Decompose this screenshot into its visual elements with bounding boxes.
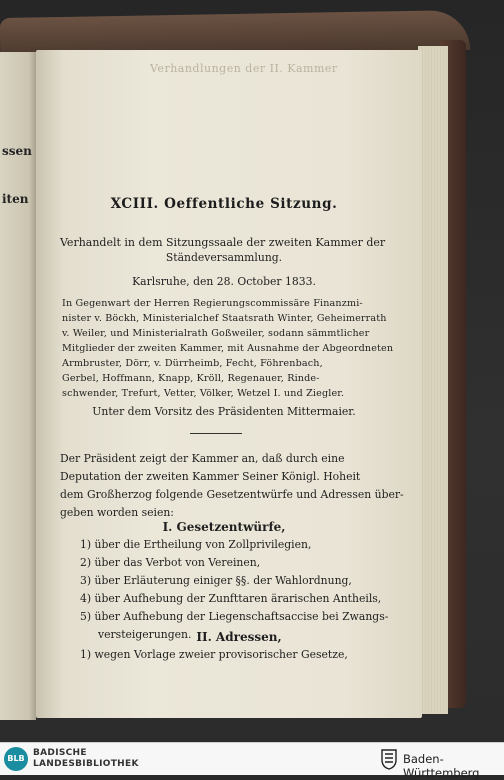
state-coat-of-arms-icon <box>380 748 398 770</box>
date-line: Karlsruhe, den 28. October 1833. <box>132 275 316 288</box>
attendance-line: nister v. Böckh, Ministerialchef Staatsrath Winter, Geheimerrath <box>62 313 387 324</box>
left-page-fragment: ssen <box>2 144 32 158</box>
left-page <box>0 52 36 720</box>
divider-rule <box>190 433 242 434</box>
attendance-line: Armbruster, Dörr, v. Dürrheimb, Fecht, Föhrenbach, <box>62 358 323 369</box>
list-item: 1) wegen Vorlage zweier provisorischer Gesetze, <box>80 648 348 661</box>
list-item: versteigerungen. <box>98 628 192 641</box>
list-item: 1) über die Ertheilung von Zollprivilegien, <box>80 538 312 551</box>
body-line: geben worden seien: <box>60 506 174 519</box>
section-heading: II. Adressen, <box>196 630 282 644</box>
running-header: Verhandlungen der II. Kammer <box>150 62 338 75</box>
blb-logo[interactable]: BLB <box>4 747 28 771</box>
state-name[interactable]: Baden-Württemberg <box>403 752 480 780</box>
subtitle-line: Verhandelt in dem Sitzungssaale der zweiten Kammer der <box>60 236 386 249</box>
subtitle-line: Ständeversammlung. <box>165 251 283 264</box>
list-item: 2) über das Verbot von Vereinen, <box>80 556 261 569</box>
section-heading: I. Gesetzentwürfe, <box>162 520 286 534</box>
footer-bar <box>0 742 504 780</box>
library-name-line: LANDESBIBLIOTHEK <box>33 759 139 769</box>
attendance-line: Gerbel, Hoffmann, Knapp, Kröll, Regenauer, Rinde- <box>62 373 320 384</box>
list-item: 4) über Aufhebung der Zunfttaren ärarischen Antheils, <box>80 592 382 605</box>
presiding-line: Unter dem Vorsitz des Präsidenten Mittermaier. <box>92 405 356 418</box>
attendance-line: In Gegenwart der Herren Regierungscommissäre Finanzmi- <box>62 298 363 309</box>
library-name-line: BADISCHE <box>33 748 87 758</box>
attendance-line: v. Weiler, und Ministerialrath Goßweiler, sodann sämmtlicher <box>62 328 370 339</box>
body-line: Der Präsident zeigt der Kammer an, daß durch eine <box>60 452 345 465</box>
library-name[interactable] <box>33 748 139 770</box>
list-item: 3) über Erläuterung einiger §§. der Wahlordnung, <box>80 574 352 587</box>
left-page-fragment: iten <box>2 192 29 206</box>
page-edges <box>418 46 448 714</box>
attendance-line: Mitglieder der zweiten Kammer, mit Ausnahme der Abgeordneten <box>62 343 394 354</box>
attendance-line: schwender, Trefurt, Vetter, Völker, Wetzel I. und Ziegler. <box>62 388 345 399</box>
body-line: Deputation der zweiten Kammer Seiner Königl. Hoheit <box>60 470 361 483</box>
body-line: dem Großherzog folgende Gesetzentwürfe und Adressen über- <box>60 488 404 501</box>
list-item: 5) über Aufhebung der Liegenschaftsaccise bei Zwangs- <box>80 610 389 623</box>
page-title: XCIII. Oeffentliche Sitzung. <box>110 196 338 212</box>
